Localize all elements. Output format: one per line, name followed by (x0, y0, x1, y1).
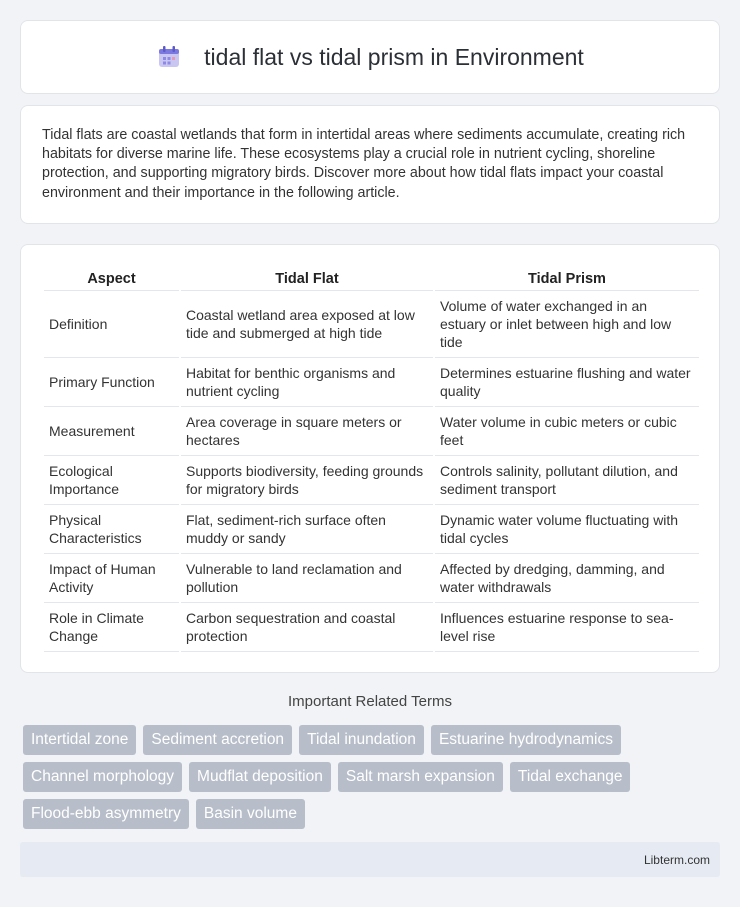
footer-site-link[interactable]: Libterm.com (643, 853, 710, 867)
table-cell: Controls salinity, pollutant dilution, and sediment transport (435, 458, 699, 505)
table-cell: Physical Characteristics (44, 507, 179, 554)
table-row (44, 360, 699, 407)
table-cell: Carbon sequestration and coastal protection (181, 605, 433, 652)
calendar-icon (156, 44, 182, 70)
table-cell: Affected by dredging, damming, and water withdrawals (435, 556, 699, 603)
table-cell: Determines estuarine flushing and water quality (435, 360, 699, 407)
table-cell: Measurement (44, 409, 179, 456)
related-terms-title: Important Related Terms (288, 693, 452, 710)
intro-card (20, 105, 720, 224)
related-terms-list (23, 725, 723, 829)
table-cell: Ecological Importance (44, 458, 179, 505)
related-term-tag[interactable]: Estuarine hydrodynamics (431, 725, 621, 755)
table-row (44, 507, 699, 554)
related-term-tag[interactable]: Intertidal zone (23, 725, 136, 755)
table-row (44, 605, 699, 652)
table-cell: Vulnerable to land reclamation and pollution (181, 556, 433, 603)
table-cell: Habitat for benthic organisms and nutrient cycling (181, 360, 433, 407)
table-cell: Coastal wetland area exposed at low tide and submerged at high tide (181, 293, 433, 358)
table-cell: Primary Function (44, 360, 179, 407)
table-cell: Flat, sediment-rich surface often muddy or sandy (181, 507, 433, 554)
footer (20, 842, 720, 877)
table-cell: Water volume in cubic meters or cubic feet (435, 409, 699, 456)
column-header: Tidal Prism (435, 268, 699, 291)
intro-text: Tidal flats are coastal wetlands that form in intertidal areas where sediments accumulate, creating rich habitats for diverse marine life. These ecosystems play a crucial role in nutrient cycling, shoreline protection, and supporting migratory birds. Discover more about how tidal flats impact your coastal environment and their importance in the following article. (42, 127, 686, 201)
table-cell: Impact of Human Activity (44, 556, 179, 603)
column-header: Tidal Flat (181, 268, 433, 291)
related-term-tag[interactable]: Basin volume (196, 799, 305, 829)
related-term-tag[interactable]: Mudflat deposition (189, 762, 331, 792)
table-cell: Area coverage in square meters or hectares (181, 409, 433, 456)
comparison-card (20, 244, 720, 673)
page-title: tidal flat vs tidal prism in Environment (204, 43, 584, 70)
table-cell: Volume of water exchanged in an estuary or inlet between high and low tide (435, 293, 699, 358)
table-row (44, 458, 699, 505)
related-term-tag[interactable]: Tidal inundation (299, 725, 424, 755)
table-row (44, 293, 699, 358)
table-cell: Influences estuarine response to sea-level rise (435, 605, 699, 652)
table-row (44, 409, 699, 456)
table-cell: Definition (44, 293, 179, 358)
related-term-tag[interactable]: Sediment accretion (143, 725, 292, 755)
related-term-tag[interactable]: Channel morphology (23, 762, 182, 792)
related-term-tag[interactable]: Salt marsh expansion (338, 762, 503, 792)
comparison-table (42, 266, 701, 654)
table-header-row (44, 268, 699, 291)
table-cell: Supports biodiversity, feeding grounds for migratory birds (181, 458, 433, 505)
related-term-tag[interactable]: Flood-ebb asymmetry (23, 799, 189, 829)
title-card (20, 20, 720, 94)
table-cell: Dynamic water volume fluctuating with tidal cycles (435, 507, 699, 554)
column-header: Aspect (44, 268, 179, 291)
table-cell: Role in Climate Change (44, 605, 179, 652)
related-term-tag[interactable]: Tidal exchange (510, 762, 631, 792)
table-row (44, 556, 699, 603)
